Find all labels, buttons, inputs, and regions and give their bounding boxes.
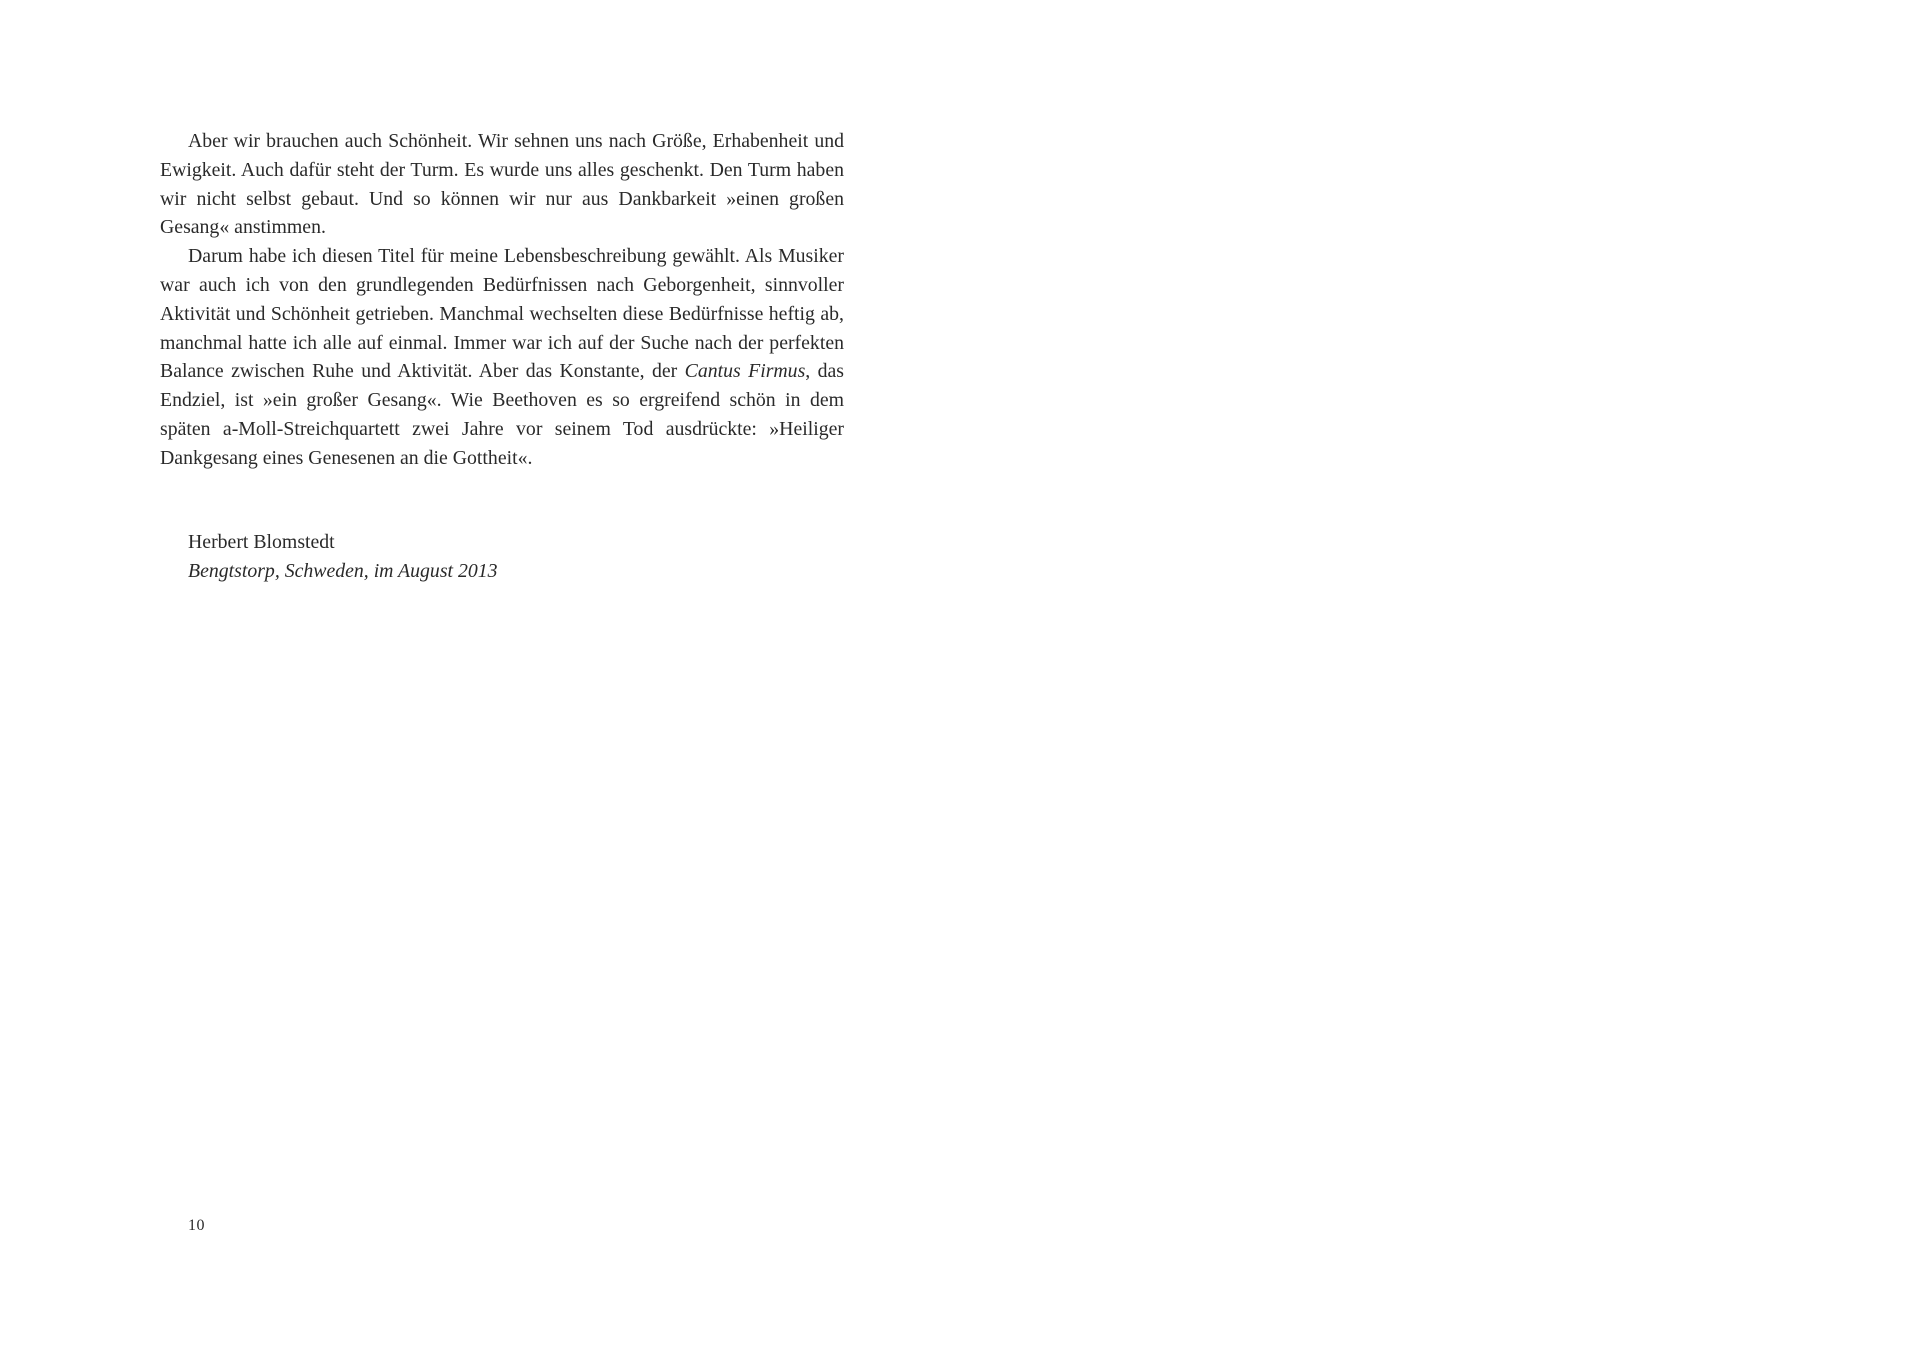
text-run: , das Endziel, ist »ein großer Gesang«. Wie Beethoven es so ergreifend schön in dem späten a-Moll-Streichquartett zwei Jahre vor seinem Tod ausdrückte: »Heiliger Dankgesang eines Genesenen an die Gottheit«. bbox=[160, 360, 844, 469]
signature-place: Bengtstorp, Schweden, im August 2013 bbox=[188, 560, 498, 582]
body-paragraph bbox=[160, 127, 844, 242]
signature-block bbox=[188, 528, 498, 586]
right-page bbox=[960, 0, 1920, 1355]
text-run: Cantus Firmus bbox=[684, 360, 806, 383]
body-paragraph bbox=[160, 242, 844, 472]
signature-name: Herbert Blomstedt bbox=[188, 531, 335, 553]
text-run: Darum habe ich diesen Titel für meine Lebensbeschreibung gewählt. Als Musiker war auch ich von den grundlegenden Bedürfnissen nach Geborgenheit, sinnvoller Aktivität und Schönheit getrieben. Manchmal wechselten diese Bedürfnisse heftig ab, manchmal hatte ich alle auf einmal. Immer war ich auf der Suche nach der perfekten Balance zwischen Ruhe und Aktivität. Aber das Konstante, der bbox=[160, 245, 844, 383]
left-body-text bbox=[160, 127, 844, 473]
page-number-left: 10 bbox=[188, 1217, 205, 1234]
text-run: Aber wir brauchen auch Schönheit. Wir sehnen uns nach Größe, Erhabenheit und Ewigkeit. Auch dafür steht der Turm. Es wurde uns alles geschenkt. Den Turm haben wir nicht selbst gebaut. Und so können wir nur aus Dankbarkeit »einen großen Gesang« anstimmen. bbox=[160, 130, 844, 239]
